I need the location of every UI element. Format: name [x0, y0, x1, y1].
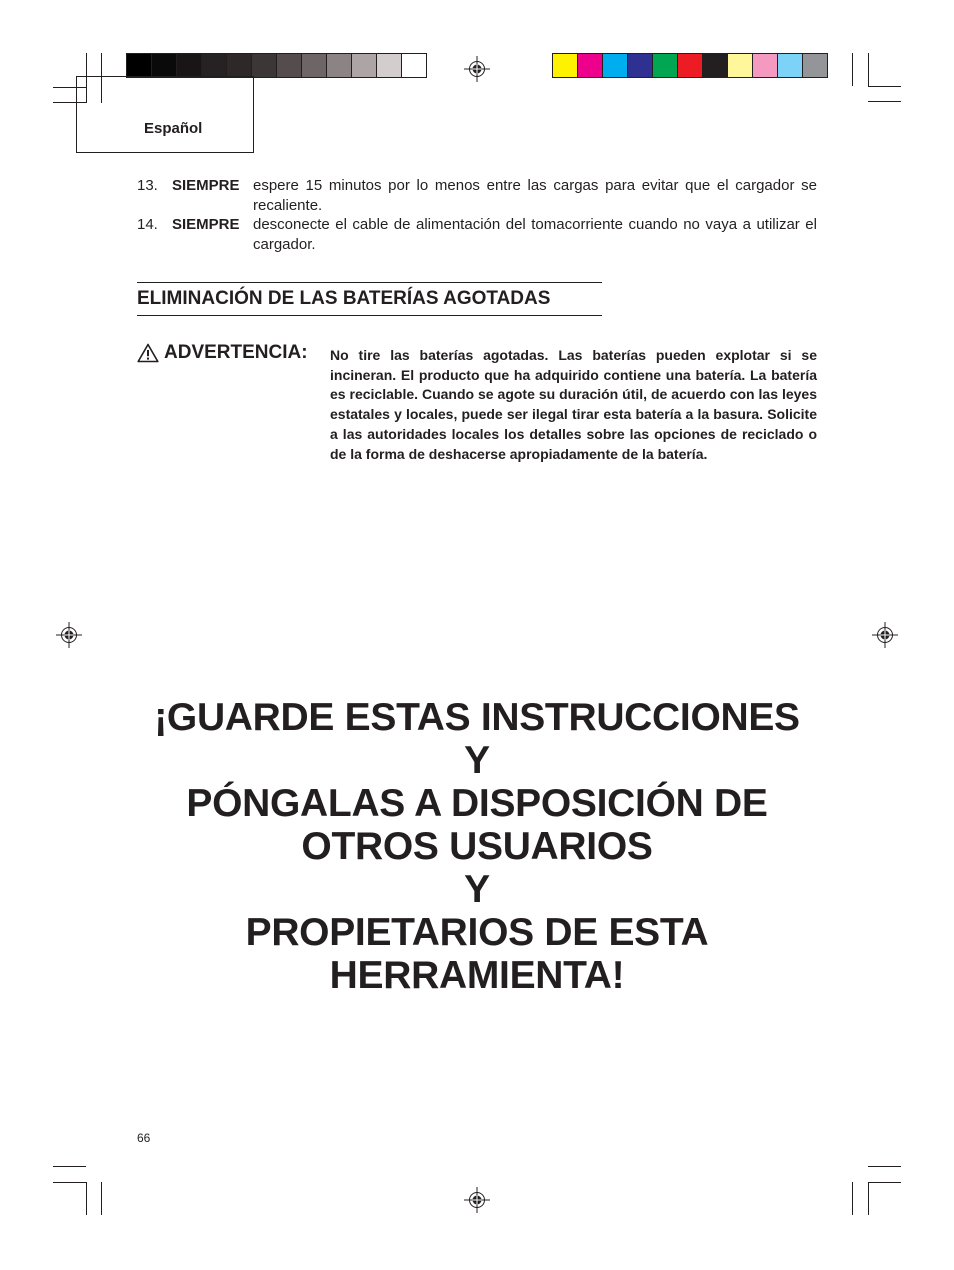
crop-mark [868, 53, 869, 86]
language-label: Español [144, 120, 203, 137]
crop-mark [53, 1182, 86, 1183]
crop-mark [868, 86, 901, 87]
closing-line: OTROS USUARIOS [301, 825, 653, 868]
warning-text: No tire las baterías agotadas. Las baterías pueden explotar si se incineran. El producto que ha adquirido contiene una batería. La batería es reciclable. Cuando se agote su duración útil, de acuerdo con las leyes estatales y locales, puede ser ilegal tirar esta batería a la basura. Solicite a las autoridades locales los detalles sobre las opciones de reciclado o de la forma de deshacerse apropiadamente de la batería. [330, 347, 817, 462]
color-swatch [402, 54, 426, 77]
crop-mark [868, 1182, 901, 1183]
color-swatch [152, 54, 177, 77]
color-swatch [277, 54, 302, 77]
color-swatch [778, 54, 803, 77]
color-swatch [803, 54, 827, 77]
closing-line: HERRAMIENTA! [329, 954, 625, 997]
item-number: 13. [137, 177, 158, 194]
crop-mark [86, 1182, 87, 1215]
page-number: 66 [137, 1131, 151, 1145]
crop-mark [868, 1182, 869, 1215]
color-swatch [377, 54, 402, 77]
crop-mark [101, 1182, 102, 1215]
color-swatch [553, 54, 578, 77]
registration-mark-icon [56, 622, 82, 648]
color-swatch [628, 54, 653, 77]
color-calibration-bar [552, 53, 828, 78]
closing-message [60, 696, 894, 997]
color-swatch [327, 54, 352, 77]
section-heading: ELIMINACIÓN DE LAS BATERÍAS AGOTADAS [137, 282, 602, 316]
closing-line: PROPIETARIOS DE ESTA [245, 911, 709, 954]
closing-line: PÓNGALAS A DISPOSICIÓN DE [186, 782, 768, 825]
crop-mark [868, 1166, 901, 1167]
crop-mark [53, 1166, 86, 1167]
color-swatch [578, 54, 603, 77]
item-keyword: SIEMPRE [172, 216, 240, 233]
registration-mark-icon [464, 56, 490, 82]
item-text: espere 15 minutos por lo menos entre las cargas para evitar que el cargador se recaliente. [253, 177, 817, 214]
crop-mark [868, 101, 901, 102]
color-swatch [728, 54, 753, 77]
color-swatch [227, 54, 252, 77]
item-keyword: SIEMPRE [172, 177, 240, 194]
closing-line: ¡GUARDE ESTAS INSTRUCCIONES [154, 696, 800, 739]
crop-mark [852, 1182, 853, 1215]
color-swatch [703, 54, 728, 77]
color-swatch [127, 54, 152, 77]
crop-mark [852, 53, 853, 86]
color-swatch [302, 54, 327, 77]
color-swatch [202, 54, 227, 77]
color-swatch [603, 54, 628, 77]
item-text: desconecte el cable de alimentación del tomacorriente cuando no vaya a utilizar el cargador. [253, 216, 817, 253]
registration-mark-icon [464, 1187, 490, 1213]
language-tab [76, 76, 254, 153]
registration-mark-icon [872, 622, 898, 648]
color-swatch [753, 54, 778, 77]
warning-triangle-icon [137, 343, 159, 363]
color-swatch [177, 54, 202, 77]
closing-line: Y [464, 739, 490, 782]
color-swatch [352, 54, 377, 77]
warning-heading [137, 342, 308, 364]
item-number: 14. [137, 216, 158, 233]
warning-label: ADVERTENCIA: [164, 342, 308, 363]
grayscale-calibration-bar [126, 53, 427, 78]
color-swatch [678, 54, 703, 77]
closing-line: Y [464, 868, 490, 911]
color-swatch [252, 54, 277, 77]
color-swatch [653, 54, 678, 77]
